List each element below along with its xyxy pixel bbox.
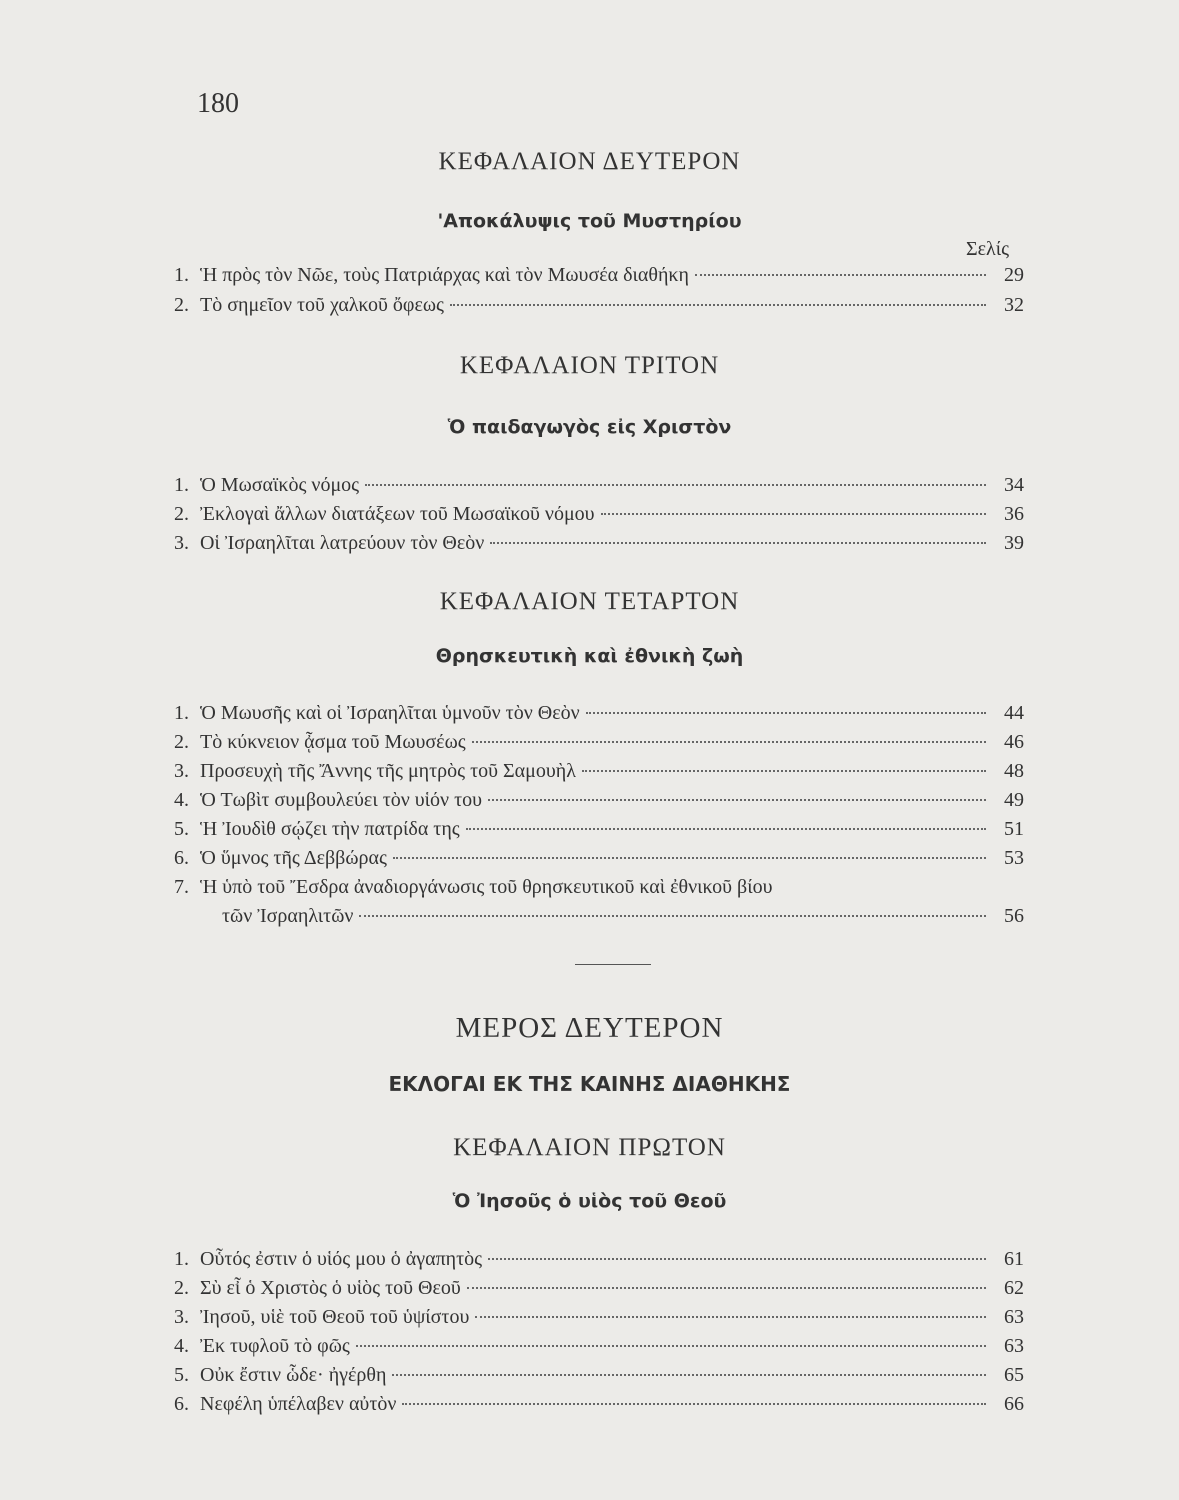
dot-leader xyxy=(392,1374,986,1376)
entry-title: Ἡ ὑπὸ τοῦ Ἔσδρα ἀναδιοργάνωσις τοῦ θρησκευτικοῦ καὶ ἐθνικοῦ βίου xyxy=(200,876,773,898)
entry-title: Οὗτός ἐστιν ὁ υἱός μου ὁ ἀγαπητὸς xyxy=(200,1248,483,1270)
dot-leader xyxy=(472,741,986,743)
entry-page: 62 xyxy=(1004,1277,1024,1299)
dot-leader xyxy=(488,1258,986,1260)
entry-number: 6. xyxy=(174,1393,189,1415)
entry-title: Ἐκ τυφλοῦ τὸ φῶς xyxy=(200,1335,350,1357)
entry-page: 34 xyxy=(1004,474,1024,496)
entry-title-continuation: τῶν Ἰσραηλιτῶν xyxy=(222,905,354,927)
chapter-heading: ΚΕΦΑΛΑΙΟΝ ΠΡΩΤΟΝ xyxy=(453,1134,726,1161)
chapter-heading: ΚΕΦΑΛΑΙΟΝ ΤΕΤΑΡΤΟΝ xyxy=(439,588,740,615)
toc-entry-first-line[interactable] xyxy=(174,876,1024,899)
entry-page: 29 xyxy=(1004,264,1024,286)
chapter-subtitle: Ὁ Ἰησοῦς ὁ υἱὸς τοῦ Θεοῦ xyxy=(452,1190,727,1212)
part-heading: ΜΕΡΟΣ ΔΕΥΤΕΡΟΝ xyxy=(455,1012,724,1044)
entry-title: Οὐκ ἔστιν ὧδε· ἠγέρθη xyxy=(200,1364,387,1386)
entry-number: 3. xyxy=(174,1306,189,1328)
entry-number: 5. xyxy=(174,1364,189,1386)
dot-leader xyxy=(450,304,986,306)
toc-entry[interactable] xyxy=(174,294,1024,324)
entry-page: 61 xyxy=(1004,1248,1024,1270)
entry-number: 1. xyxy=(174,702,189,724)
entry-page: 63 xyxy=(1004,1335,1024,1357)
toc-entry[interactable] xyxy=(174,264,1024,294)
toc-entry[interactable] xyxy=(174,1364,1024,1394)
toc-entry[interactable] xyxy=(174,532,1024,562)
entry-page: 46 xyxy=(1004,731,1024,753)
toc-entry[interactable] xyxy=(174,731,1024,761)
dot-leader xyxy=(359,915,986,917)
toc-entry[interactable] xyxy=(174,702,1024,732)
toc-entry[interactable] xyxy=(174,1248,1024,1278)
toc-entry[interactable] xyxy=(174,1277,1024,1307)
entry-title: Ἡ Ἰουδὶθ σῴζει τὴν πατρίδα της xyxy=(200,818,460,840)
entry-number: 3. xyxy=(174,532,189,554)
entry-page: 39 xyxy=(1004,532,1024,554)
pages-column-label: Σελίς xyxy=(966,238,1010,260)
dot-leader xyxy=(601,513,986,515)
toc-entry[interactable] xyxy=(174,474,1024,504)
entry-page: 49 xyxy=(1004,789,1024,811)
dot-leader xyxy=(402,1403,986,1405)
dot-leader xyxy=(586,712,986,714)
entry-page: 56 xyxy=(1004,905,1024,927)
entry-page: 65 xyxy=(1004,1364,1024,1386)
dot-leader xyxy=(695,274,986,276)
toc-entry[interactable] xyxy=(174,847,1024,877)
entry-number: 2. xyxy=(174,294,189,316)
dot-leader xyxy=(393,857,986,859)
entry-title: Τὸ κύκνειον ᾆσμα τοῦ Μωυσέως xyxy=(200,731,466,753)
entry-page: 32 xyxy=(1004,294,1024,316)
toc-entry-continuation[interactable] xyxy=(174,905,1024,935)
chapter-heading: ΚΕΦΑΛΑΙΟΝ ΔΕΥΤΕΡΟΝ xyxy=(438,148,741,175)
entry-page: 51 xyxy=(1004,818,1024,840)
toc-entry[interactable] xyxy=(174,503,1024,533)
dot-leader xyxy=(582,770,986,772)
entry-page: 44 xyxy=(1004,702,1024,724)
dot-leader xyxy=(490,542,986,544)
entry-page: 63 xyxy=(1004,1306,1024,1328)
entry-number: 1. xyxy=(174,1248,189,1270)
entry-number: 1. xyxy=(174,474,189,496)
page-number: 180 xyxy=(197,88,239,119)
entry-number: 4. xyxy=(174,789,189,811)
entry-number: 3. xyxy=(174,760,189,782)
entry-title: Ἡ πρὸς τὸν Νῶε, τοὺς Πατριάρχας καὶ τὸν Μωυσέα διαθήκη xyxy=(200,264,689,286)
chapter-subtitle: Ὁ παιδαγωγὸς εἰς Χριστὸν xyxy=(447,416,732,438)
dot-leader xyxy=(467,1287,986,1289)
chapter-heading: ΚΕΦΑΛΑΙΟΝ ΤΡΙΤΟΝ xyxy=(459,352,720,379)
dot-leader xyxy=(475,1316,986,1318)
toc-entry[interactable] xyxy=(174,818,1024,848)
entry-number: 2. xyxy=(174,731,189,753)
toc-entry[interactable] xyxy=(174,1393,1024,1423)
entry-title: Ὁ Μωυσῆς καὶ οἱ Ἰσραηλῖται ὑμνοῦν τὸν Θεὸν xyxy=(200,702,580,724)
entry-number: 2. xyxy=(174,503,189,525)
entry-title: Νεφέλη ὑπέλαβεν αὐτὸν xyxy=(200,1393,397,1415)
entry-title: Ἰησοῦ, υἱὲ τοῦ Θεοῦ τοῦ ὑψίστου xyxy=(200,1306,470,1328)
entry-title: Προσευχὴ τῆς Ἄννης τῆς μητρὸς τοῦ Σαμουὴλ xyxy=(200,760,576,782)
chapter-subtitle: 'Αποκάλυψις τοῦ Μυστηρίου xyxy=(437,210,742,232)
chapter-subtitle: Θρησκευτικὴ καὶ ἐθνικὴ ζωὴ xyxy=(435,645,744,667)
entry-page: 48 xyxy=(1004,760,1024,782)
entry-page: 66 xyxy=(1004,1393,1024,1415)
section-divider xyxy=(575,964,651,965)
dot-leader xyxy=(356,1345,986,1347)
toc-entry[interactable] xyxy=(174,1335,1024,1365)
entry-page: 53 xyxy=(1004,847,1024,869)
dot-leader xyxy=(365,484,986,486)
entry-title: Ἐκλογαὶ ἄλλων διατάξεων τοῦ Μωσαϊκοῦ νόμου xyxy=(200,503,595,525)
entry-title: Ὁ ὕμνος τῆς Δεββώρας xyxy=(200,847,387,869)
entry-page: 36 xyxy=(1004,503,1024,525)
entry-number: 4. xyxy=(174,1335,189,1357)
toc-entry[interactable] xyxy=(174,789,1024,819)
entry-title: Οἱ Ἰσραηλῖται λατρεύουν τὸν Θεὸν xyxy=(200,532,485,554)
entry-title: Τὸ σημεῖον τοῦ χαλκοῦ ὄφεως xyxy=(200,294,444,316)
toc-entry[interactable] xyxy=(174,1306,1024,1336)
entry-number: 1. xyxy=(174,264,189,286)
toc-entry[interactable] xyxy=(174,760,1024,790)
entry-title: Ὁ Μωσαϊκὸς νόμος xyxy=(200,474,360,496)
part-subtitle: ΕΚΛΟΓΑΙ ΕΚ ΤΗΣ ΚΑΙΝΗΣ ΔΙΑΘΗΚΗΣ xyxy=(388,1072,791,1096)
entry-number: 2. xyxy=(174,1277,189,1299)
entry-number: 5. xyxy=(174,818,189,840)
entry-number: 6. xyxy=(174,847,189,869)
dot-leader xyxy=(488,799,986,801)
entry-title: Ὁ Τωβὶτ συμβουλεύει τὸν υἱόν του xyxy=(200,789,483,811)
entry-title: Σὺ εἶ ὁ Χριστὸς ὁ υἱὸς τοῦ Θεοῦ xyxy=(200,1277,461,1299)
entry-number: 7. xyxy=(174,876,189,898)
dot-leader xyxy=(466,828,986,830)
